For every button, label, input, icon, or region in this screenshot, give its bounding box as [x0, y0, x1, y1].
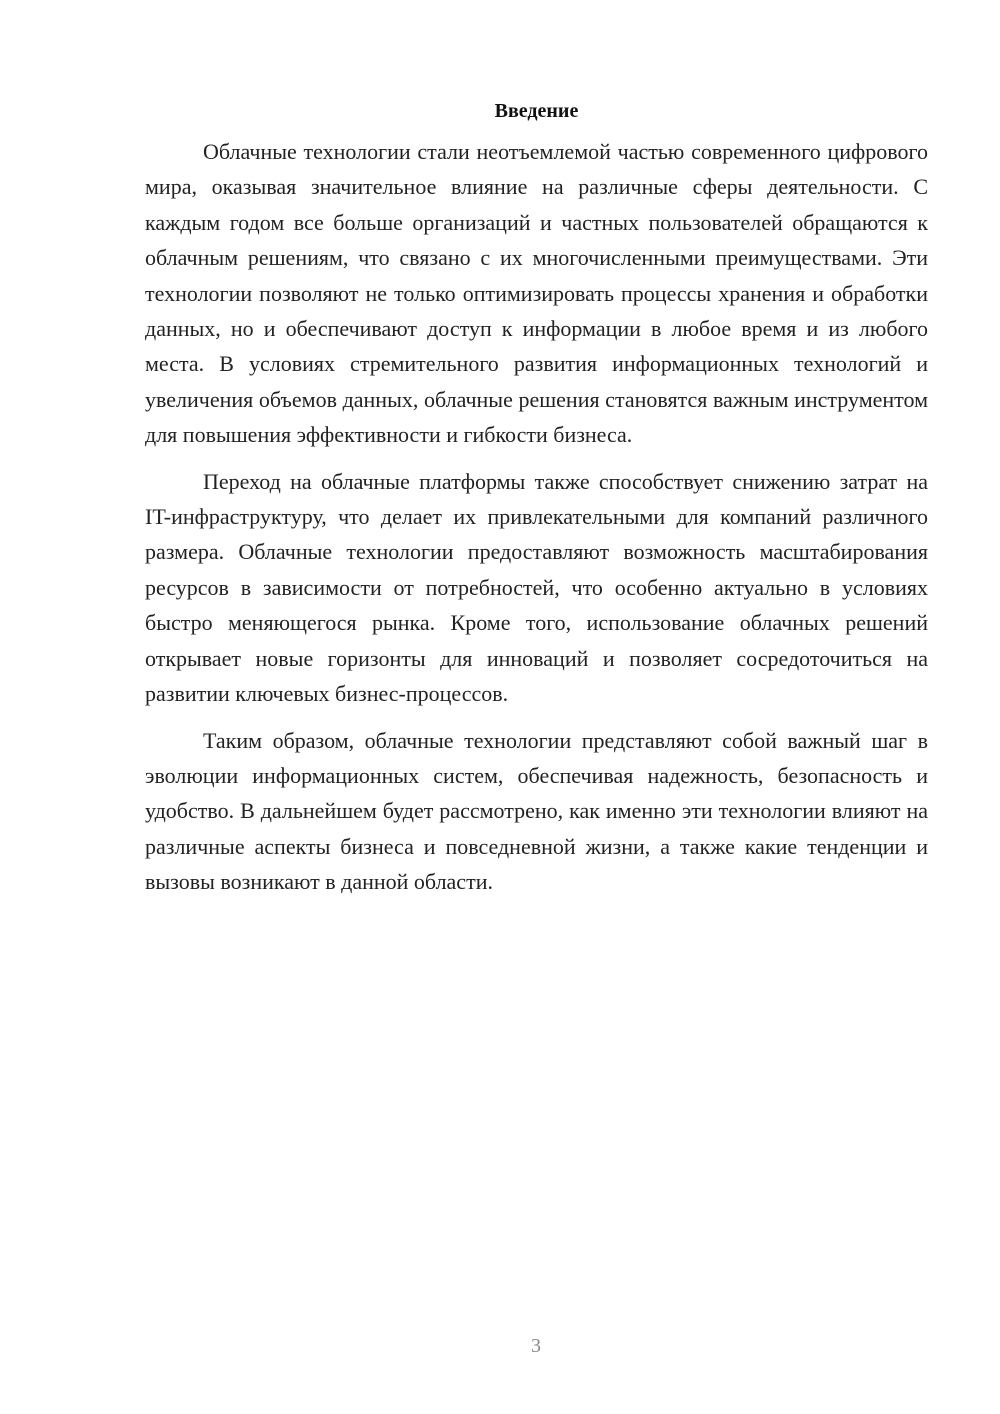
page-content [145, 98, 928, 900]
section-heading: Введение [494, 100, 579, 122]
paragraph-conclusion: Таким образом, облачные технологии представляют собой важный шаг в эволюции информационных систем, обеспечивая надежность, безопасность и удобство. В дальнейшем будет рассмотрено, как именно эти технологии влияют на различные аспекты бизнеса и повседневной жизни, а также какие тенденции и вызовы возникают в данной области. [145, 727, 928, 895]
paragraph-benefits: Переход на облачные платформы также способствует снижению затрат на IT-инфраструктуру, что делает их привлекательными для компаний различного размера. Облачные технологии предоставляют возможность масштабирования ресурсов в зависимости от потребностей, что особенно актуально в условиях быстро меняющегося рынка. Кроме того, использование облачных решений открывает новые горизонты для инноваций и позволяет сосредоточиться на развитии ключевых бизнес-процессов. [145, 468, 928, 707]
page-number: 3 [531, 1335, 541, 1357]
paragraph-intro: Облачные технологии стали неотъемлемой частью современного цифрового мира, оказывая значительное влияние на различные сферы деятельности. С каждым годом все больше организаций и частных пользователей обращаются к облачным решениям, что связано с их многочисленными преимуществами. Эти технологии позволяют не только оптимизировать процессы хранения и обработки данных, но и обеспечивают доступ к информации в любое время и из любого места. В условиях стремительного развития информационных технологий и увеличения объемов данных, облачные решения становятся важным инструментом для повышения эффективности и гибкости бизнеса. [145, 139, 928, 448]
